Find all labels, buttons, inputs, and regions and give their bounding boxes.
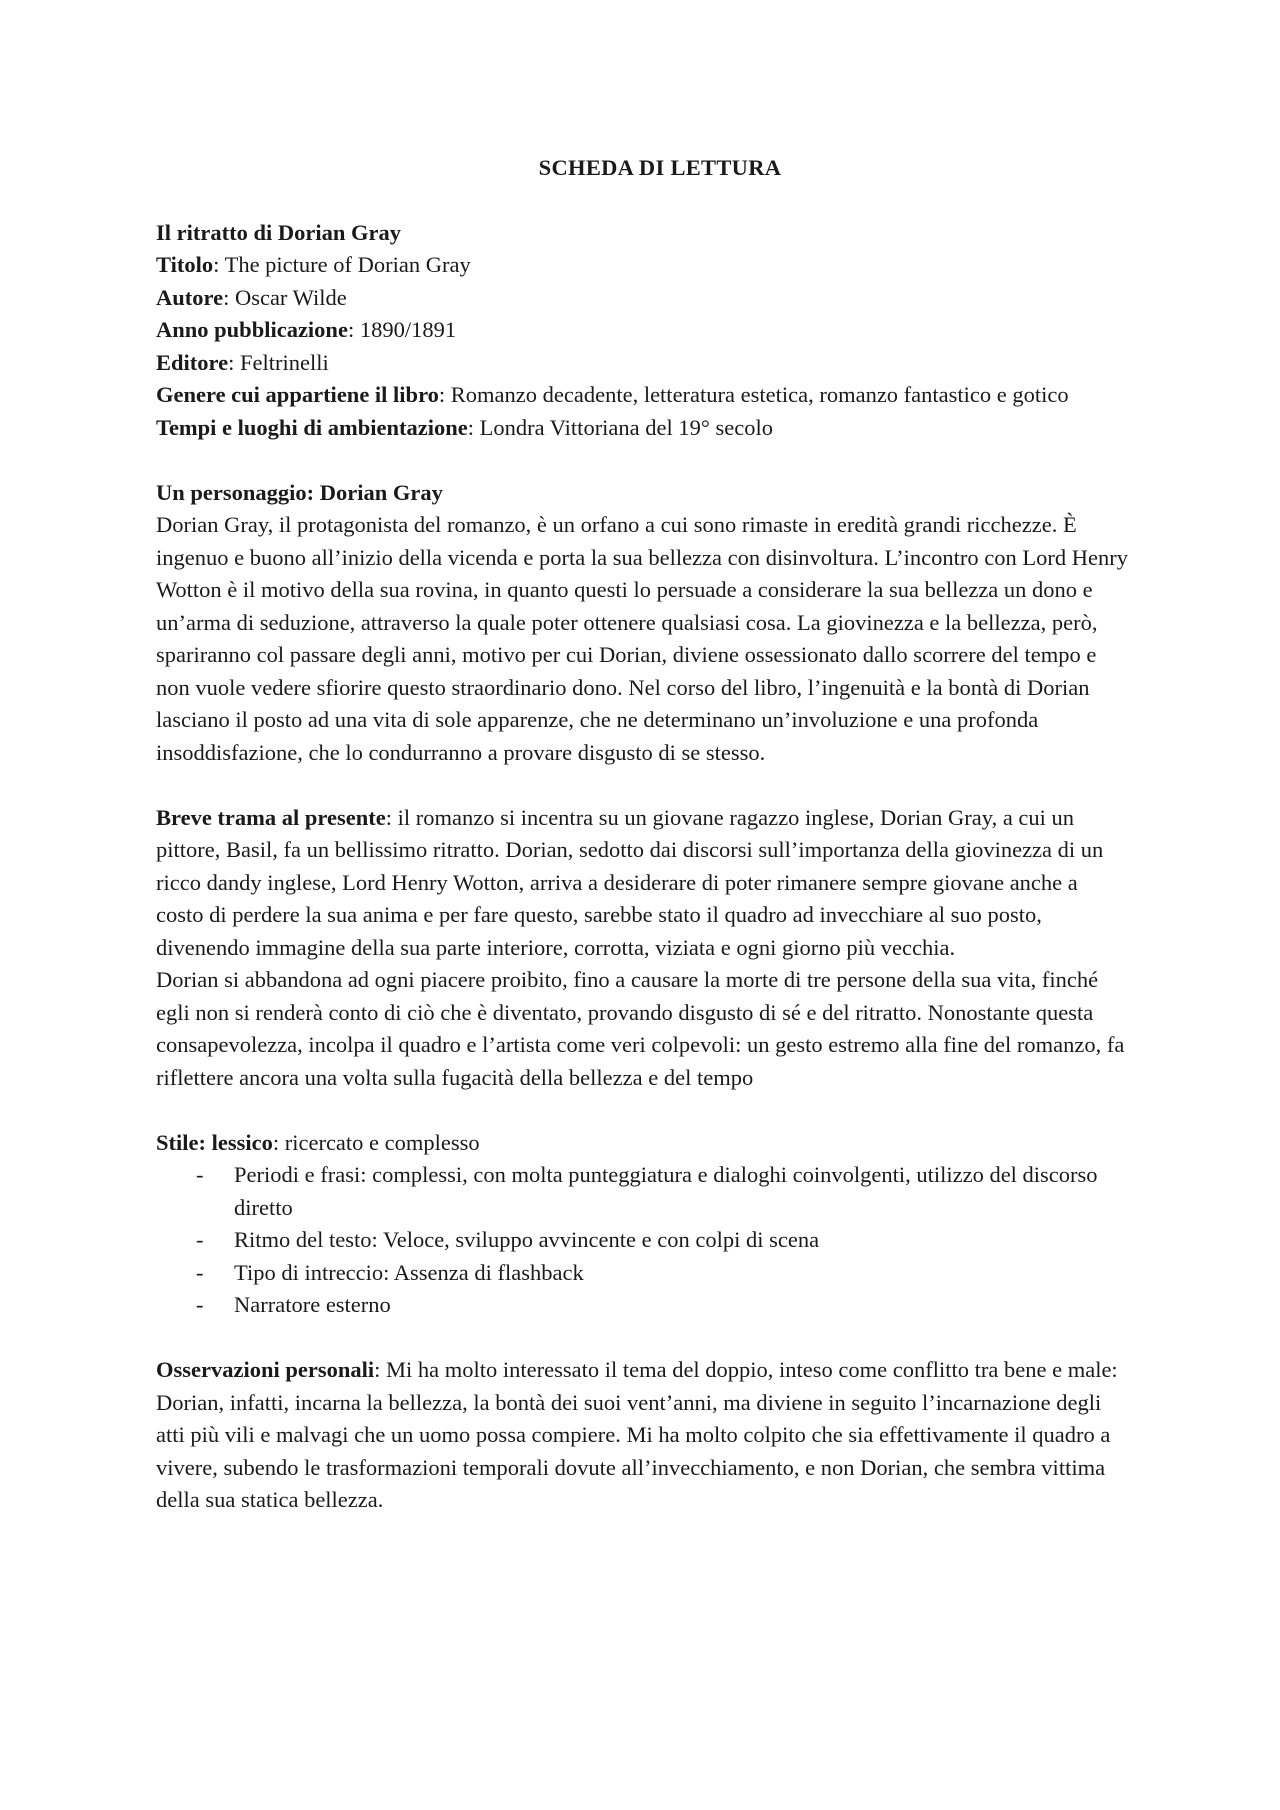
info-titolo <box>156 249 1130 282</box>
stile-list <box>156 1159 1130 1322</box>
stile-section <box>156 1127 1130 1322</box>
list-item <box>156 1224 1130 1257</box>
info-editore <box>156 347 1130 380</box>
list-item <box>156 1159 1130 1224</box>
stile-value: : ricercato e complesso <box>272 1129 480 1155</box>
list-item-text: Ritmo del testo: Veloce, sviluppo avvincente e con colpi di scena <box>234 1227 820 1252</box>
info-anno <box>156 314 1130 347</box>
trama-paragraph-1 <box>156 802 1130 965</box>
list-item <box>156 1257 1130 1290</box>
osservazioni-paragraph <box>156 1354 1130 1517</box>
info-genere <box>156 379 1130 412</box>
info-genere-value: : Romanzo decadente, letteratura estetica, romanzo fantastico e gotico <box>438 382 1069 407</box>
info-tempi <box>156 412 1130 445</box>
personaggio-text: Dorian Gray, il protagonista del romanzo, è un orfano a cui sono rimaste in eredità grandi ricchezze. È ingenuo e buono all’inizio della vicenda e porta la sua bellezza con disinvoltura. L’incontro con Lord Henry Wotton è il motivo della sua rovina, in quanto questi lo persuade a considerare la sua bellezza un dono e un’arma di seduzione, attraverso la quale poter ottenere qualsiasi cosa. La giovinezza e la bellezza, però, spariranno col passare degli anni, motivo per cui Dorian, diviene ossessionato dallo scorrere del tempo e non vuole vedere sfiorire questo straordinario dono. Nel corso del libro, l’ingenuità e la bontà di Dorian lasciano il posto ad una vita di sole apparenze, che ne determinano un’involuzione e una profonda insoddisfazione, che lo condurranno a provare disgusto di se stesso. <box>156 512 1128 765</box>
spacer <box>156 769 1130 802</box>
info-editore-label: Editore <box>156 349 229 375</box>
osservazioni-text: : Mi ha molto interessato il tema del doppio, inteso come conflitto tra bene e male: Dorian, infatti, incarna la bellezza, la bontà dei suoi vent’anni, ma diviene in seguito l’incarnazione degli atti più vili e malvagi che un uomo possa compiere. Mi ha molto colpito che sia effettivamente il quadro a vivere, subendo le trasformazioni temporali dovute all’invecchiamento, e non Dorian, che sembra vittima della sua statica bellezza. <box>156 1357 1118 1512</box>
info-genere-label: Genere cui appartiene il libro <box>156 382 439 407</box>
info-autore <box>156 282 1130 315</box>
trama-label: Breve trama al presente <box>156 804 386 830</box>
osservazioni-label: Osservazioni personali <box>156 1357 375 1382</box>
info-tempi-label: Tempi e luoghi di ambientazione <box>156 414 468 440</box>
info-titolo-label: Titolo <box>156 252 214 277</box>
info-autore-value: : Oscar Wilde <box>223 284 347 310</box>
spacer <box>156 1094 1130 1127</box>
info-anno-label: Anno pubblicazione <box>156 317 348 342</box>
osservazioni-section <box>156 1354 1130 1517</box>
trama-text-1: : il romanzo si incentra su un giovane ragazzo inglese, Dorian Gray, a cui un pittore, Basil, fa un bellissimo ritratto. Dorian, sedotto dai discorsi sull’importanza della giovinezza di un ricco dandy inglese, Lord Henry Wotton, arriva a desiderare di poter rimanere sempre giovane anche a costo di perdere la sua anima e per fare questo, sarebbe stato il quadro ad invecchiare al suo posto, divenendo immagine della sua parte interiore, corrotta, viziata e ogni giorno più vecchia. <box>156 804 1104 960</box>
personaggio-heading: Un personaggio: Dorian Gray <box>156 479 443 505</box>
trama-paragraph-2: Dorian si abbandona ad ogni piacere proibito, fino a causare la morte di tre persone della sua vita, finché egli non si renderà conto di ciò che è diventato, provando disgusto di sé e del ritratto. Nonostante questa consapevolezza, incolpa il quadro e l’artista come veri colpevoli: un gesto estremo alla fine del romanzo, fa riflettere ancora una volta sulla fugacità della bellezza e del tempo <box>156 967 1125 1090</box>
spacer <box>156 1322 1130 1355</box>
stile-line <box>156 1127 1130 1160</box>
book-heading: Il ritratto di Dorian Gray <box>156 219 401 245</box>
info-tempi-value: : Londra Vittoriana del 19° secolo <box>467 414 773 440</box>
list-item-text: Tipo di intreccio: Assenza di flashback <box>234 1259 584 1285</box>
stile-label: Stile: lessico <box>156 1129 273 1155</box>
list-item <box>156 1289 1130 1322</box>
info-anno-value: : 1890/1891 <box>347 317 457 342</box>
dash-bullet: - <box>196 1227 204 1252</box>
info-autore-label: Autore <box>156 284 224 310</box>
dash-bullet: - <box>196 1162 204 1187</box>
info-editore-value: : Feltrinelli <box>228 349 329 375</box>
document-title: SCHEDA DI LETTURA <box>538 155 782 180</box>
personaggio-section <box>156 477 1130 770</box>
spacer <box>156 444 1130 477</box>
dash-bullet: - <box>196 1292 204 1317</box>
list-item-text: Periodi e frasi: complessi, con molta punteggiatura e dialoghi coinvolgenti, utilizzo del discorso diretto <box>234 1162 1098 1220</box>
info-titolo-value: : The picture of Dorian Gray <box>213 252 471 277</box>
book-info-section <box>156 217 1130 445</box>
list-item-text: Narratore esterno <box>234 1292 391 1317</box>
trama-section <box>156 802 1130 1095</box>
dash-bullet: - <box>196 1259 204 1285</box>
